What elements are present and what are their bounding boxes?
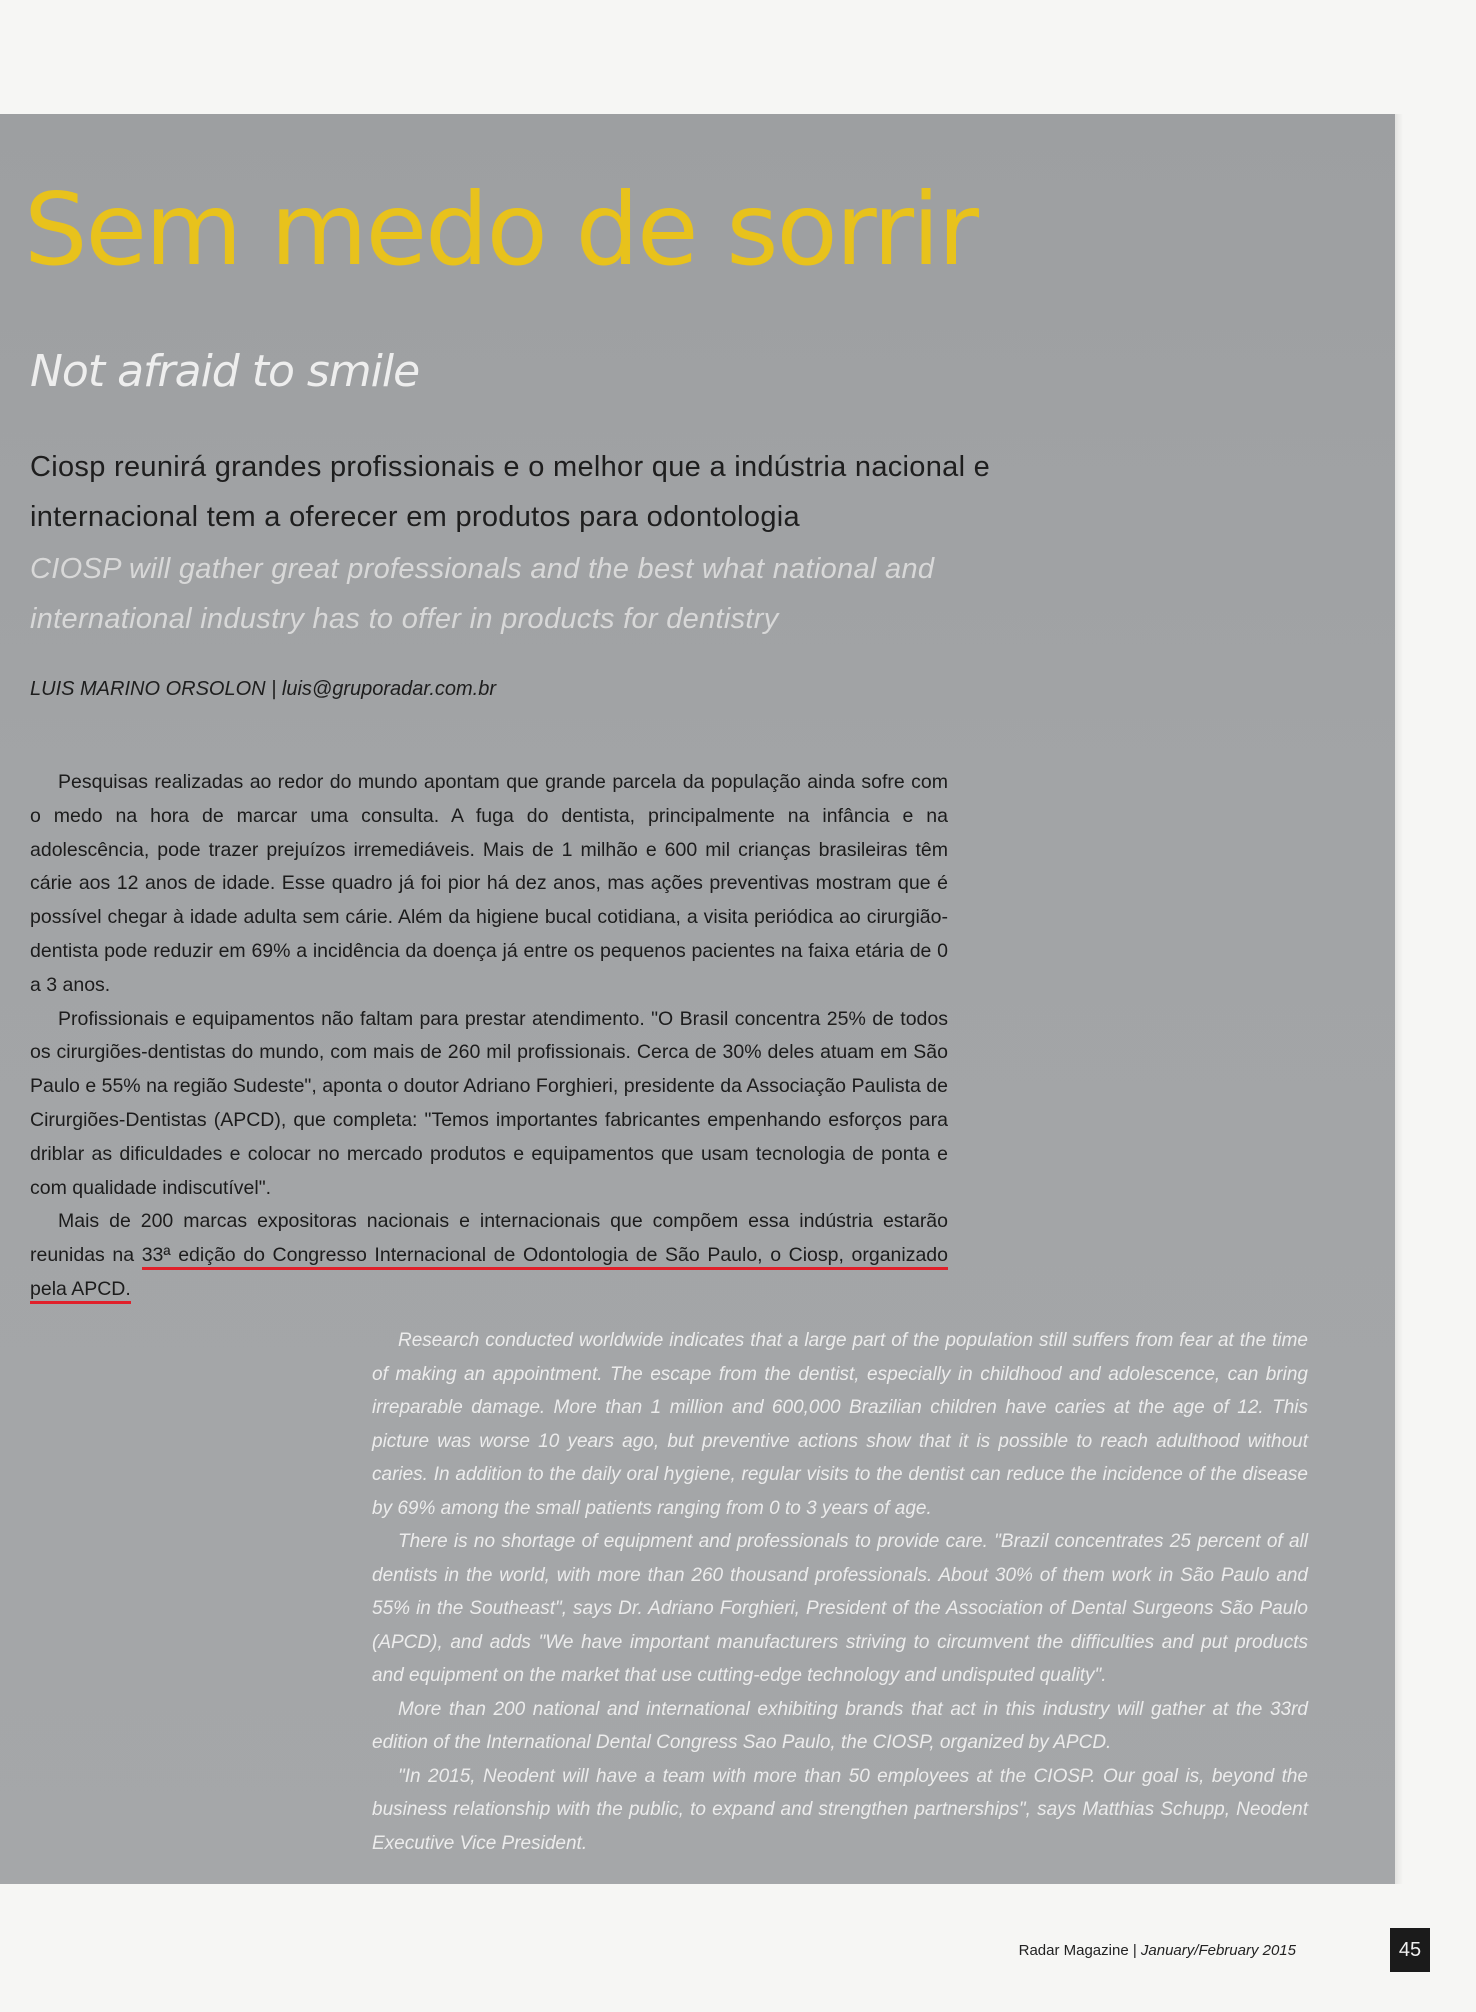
body-pt-paragraph-3 [30,1205,948,1306]
panel-edge-shadow [1395,114,1403,1884]
body-pt-paragraph-3-start: Mais de 200 marcas expositoras nacionais e internacionais que compõem essa indústria estarão reunidas na [30,1210,948,1267]
footer-magazine: Radar Magazine | [1018,1942,1141,1959]
body-en-paragraph-2: There is no shortage of equipment and professionals to provide care. "Brazil concentrates 25 percent of all dentists in the world, with more than 260 thousand professionals. About 30% of them work in São Paulo and 55% in the Southeast", says Dr. Adriano Forghieri, President of the Association of Dental Surgeons São Paulo (APCD), and adds "We have important manufacturers striving to circumvent the difficulties and put products and equipment on the market that use cutting-edge technology and undisputed quality". [372,1531,1308,1686]
body-pt-paragraph-1: Pesquisas realizadas ao redor do mundo apontam que grande parcela da população ainda sofre com o medo na hora de marcar uma consulta. A fuga do dentista, principalmente na infância e na adolescência, pode trazer prejuízos irremediáveis. Mais de 1 milhão e 600 mil crianças brasileiras têm cárie aos 12 anos de idade. Esse quadro já foi pior há dez anos, mas ações preventivas mostram que é possível chegar à idade adulta sem cárie. Além da higiene bucal cotidiana, a visita periódica ao cirurgião-dentista pode reduzir em 69% a incidência da doença já entre os pequenos pacientes na faixa etária de 0 a 3 anos. [30,771,948,996]
body-en-paragraph-4: "In 2015, Neodent will have a team with more than 50 employees at the CIOSP. Our goal is, beyond the business relationship with the public, to expand and strengthen partnerships", says Matthias Schupp, Neodent Executive Vice President. [372,1765,1308,1854]
lead-portuguese: Ciosp reunirá grandes profissionais e o melhor que a indústria nacional e internacional tem a oferecer em produtos para odontologia [30,451,991,533]
page-number: 45 [1390,1928,1430,1972]
article-subtitle: Not afraid to smile [30,346,420,397]
footer-issue: January/February 2015 [1140,1942,1296,1959]
highlighted-underlined-text: 33ª edição do Congresso Internacional de Odontologia de São Paulo, o Ciosp, organizado pela APCD. [30,1244,948,1304]
body-en-paragraph-3: More than 200 national and international exhibiting brands that act in this industry will gather at the 33rd edition of the International Dental Congress Sao Paulo, the CIOSP, organized by APCD. [372,1698,1308,1753]
author-byline: LUIS MARINO ORSOLON | luis@gruporadar.com.br [30,678,496,700]
body-en-paragraph-1: Research conducted worldwide indicates that a large part of the population still suffers from fear at the time of making an appointment. The escape from the dentist, especially in childhood and adolescence, can bring irreparable damage. More than 1 million and 600,000 Brazilian children have caries at the age of 12. This picture was worse 10 years ago, but preventive actions show that it is possible to reach adulthood without caries. In addition to the daily oral hygiene, regular visits to the dentist can reduce the incidence of the disease by 69% among the small patients ranging from 0 to 3 years of age. [372,1330,1308,1519]
page-footer [1019,1942,1296,1959]
body-portuguese [30,766,948,1307]
article-title: Sem medo de sorrir [24,171,978,288]
lead-english: CIOSP will gather great professionals and the best what national and international industry has to offer in products for dentistry [30,553,935,635]
body-pt-paragraph-2: Profissionais e equipamentos não faltam para prestar atendimento. "O Brasil concentra 25% de todos os cirurgiões-dentistas do mundo, com mais de 260 mil profissionais. Cerca de 30% deles atuam em São Paulo e 55% na região Sudeste", aponta o doutor Adriano Forghieri, presidente da Associação Paulista de Cirurgiões-Dentistas (APCD), que completa: "Temos importantes fabricantes empenhando esforços para driblar as dificuldades e colocar no mercado produtos e equipamentos que usam tecnologia de ponta e com qualidade indiscutível". [30,1007,948,1199]
body-english [372,1324,1308,1860]
